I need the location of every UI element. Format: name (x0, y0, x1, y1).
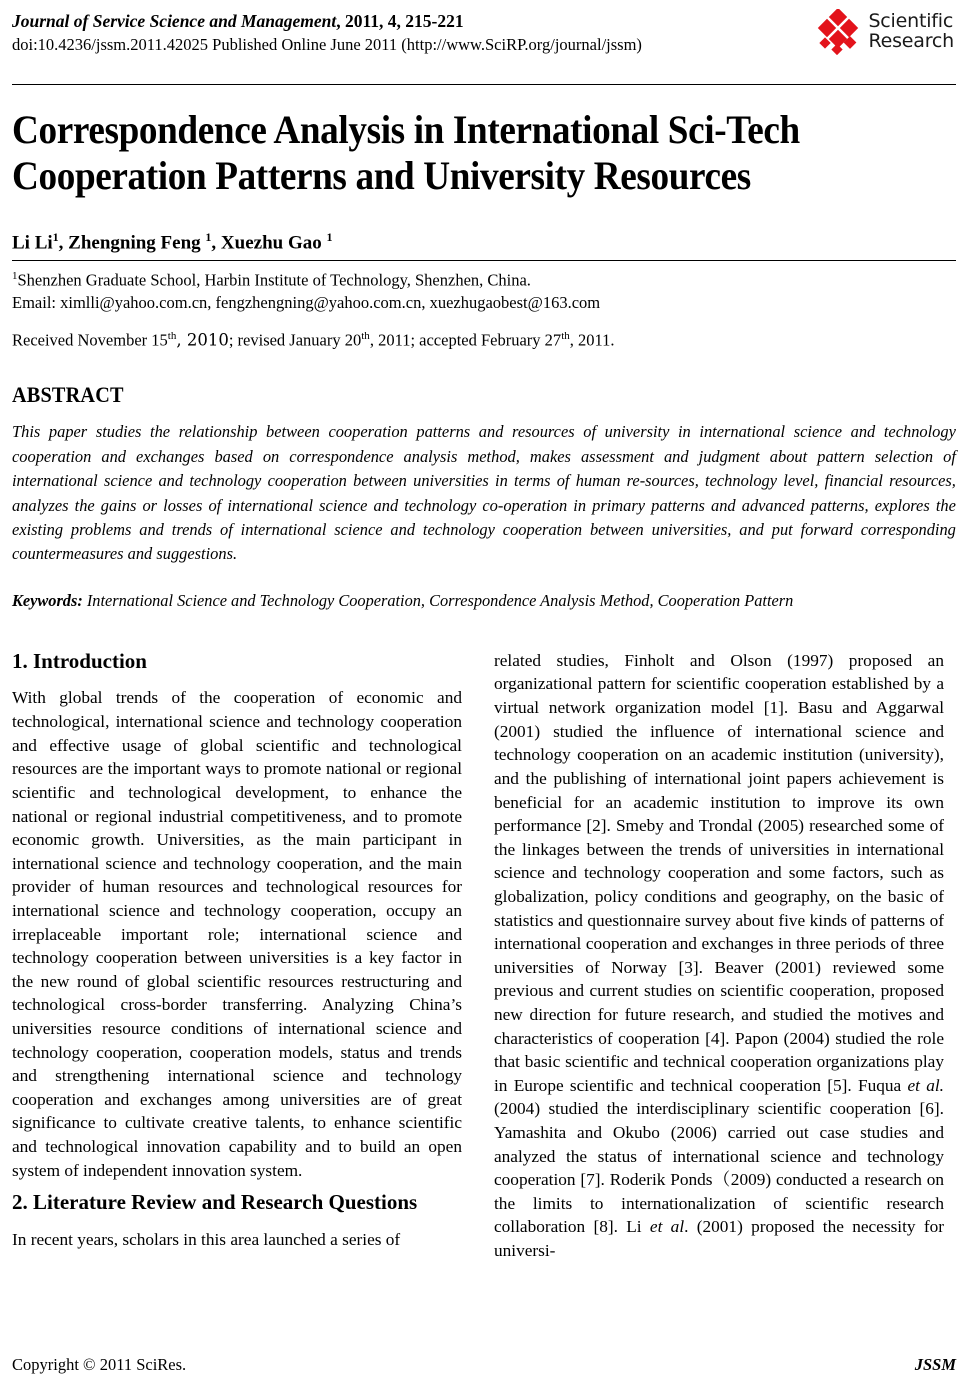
author-divider (12, 260, 956, 261)
masthead (12, 8, 956, 66)
paragraph-literature-intro: In recent years, scholars in this area launched a series of (12, 1229, 401, 1249)
page-title: Correspondence Analysis in International Sci-Tech Cooperation Patterns and University Resources (12, 107, 800, 199)
keywords-label: Keywords: (12, 590, 87, 610)
section-heading-introduction: 1. Introduction (12, 648, 147, 673)
affiliation-block (12, 269, 956, 314)
page-footer (12, 1355, 956, 1375)
masthead-text (12, 8, 642, 55)
paragraph-introduction: With global trends of the cooperation of economic and technological, international science and technology cooperation and effective usage of global scientific and technological resources are the important ways to promote national or regional scientific and technological development, to enhance the national or regional industrial competitiveness, and to promote economic growth. Universities, as the main participant in international science and technology cooperation, and the main provider of human resources and technological resources for international science and technology cooperation, occupy an irreplaceable important role; international science and technology cooperation between universities is a key factor in the new round of global scientific resources restructuring and technological cross-border transferring. Analyzing China’s universities resource conditions of international science and technology cooperation, cooperation models, status and trends and strengthening international science and technology cooperation and exchanges among universities are of great significance to cultivate creative talents, to enhance scientific and technological innovation capability and to build an open system of independent innovation system. (12, 688, 462, 1180)
accepted-label: ; accepted February 27 (410, 330, 562, 350)
column-right (494, 649, 944, 1263)
journal-issue: , 2011, 4, 215-221 (336, 11, 464, 31)
lit-text-part-c: . (2001) proposed the necessity for universi- (494, 1217, 944, 1261)
lit-text-part-a: related studies, Finholt and Olson (1997) proposed an organizational pattern for scientific cooperation established by a virtual network organization model [1]. Basu and Aggarwal (2001) studied the influence of international science and technology cooperation on an academic institution (university), and the publishing of international joint papers achievement is beneficial for an academic institution to improve its own performance [2]. Smeby and Trondal (2005) researched some of the linkages between the trends of universities in international science and technology cooperation and some factors, such as globalization, policy conditions and geography, on the basic of statistics and questionnaire survey about five kinds of patterns of international cooperation and exchanges in three periods of three universities of Norway [3]. Beaver (2001) reviewed some previous and current studies on scientific cooperation, proposed new direction for future research, and studied the motives and characteristics of cooperation [4]. Papon (2004) studied the role that basic scientific and technical cooperation organizations play in Europe scientific and technical cooperation [5]. Fuqua (494, 650, 944, 1095)
author-1-affil-marker: 1 (52, 229, 59, 244)
doi-line: doi:10.4236/jssm.2011.42025 Published Online June 2011 (http://www.SciRP.org/journal/jssm) (12, 34, 642, 54)
received-label: Received November 15 (12, 330, 168, 350)
revised-year: , 2011 (369, 330, 411, 350)
section-heading-literature-review: 2. Literature Review and Research Questions (12, 1190, 418, 1215)
logo-line-scientific: Scientific (868, 10, 954, 33)
lit-etal-1: et al. (907, 1075, 944, 1095)
revised-label: ; revised January 20 (228, 330, 362, 350)
paragraph-literature-continued (494, 649, 944, 1263)
author-sep-2: , (211, 232, 221, 254)
copyright-text: Copyright © 2011 SciRes. (12, 1355, 187, 1374)
received-ordinal: th (167, 329, 177, 342)
author-3-name: Xuezhu Gao (220, 232, 327, 254)
logo-line-research: Research (868, 30, 954, 52)
accepted-ordinal: th (561, 329, 570, 342)
received-year: , 2010 (176, 330, 229, 350)
lit-text-part-b: (2004) studied the interdisciplinary scientific cooperation [6]. Yamashita and Okubo (2006) carried out case studies and analyzed the status of international science and technology cooperation [7]. Roderik Ponds（2009) conducted a research on the limits to internationalization of scientific research collaboration [8]. Li (494, 1099, 944, 1237)
accepted-year: , 2011. (569, 330, 615, 350)
journal-name: Journal of Service Science and Management (12, 11, 337, 31)
author-sep-1: , (58, 232, 69, 254)
affiliation-line (12, 269, 956, 292)
abstract-heading: ABSTRACT (12, 382, 124, 408)
revised-ordinal: th (361, 329, 370, 342)
keywords-line (12, 591, 955, 611)
author-list (12, 230, 956, 254)
author-2-name: Zhengning Feng (68, 232, 206, 254)
scirp-logo (816, 8, 956, 55)
scirp-diamond-logo-icon (816, 9, 862, 55)
header-divider (12, 84, 956, 85)
body-columns (12, 649, 956, 1263)
author-2-affil-marker: 1 (205, 229, 212, 244)
lit-etal-2: et al (649, 1217, 685, 1237)
email-line: Email: ximlli@yahoo.com.cn, fengzhengning@yahoo.com.cn, xuezhugaobest@163.com (12, 292, 601, 312)
journal-abbreviation: JSSM (914, 1355, 956, 1374)
affiliation-text: Shenzhen Graduate School, Harbin Institute of Technology, Shenzhen, China. (17, 270, 531, 290)
author-1-name: Li Li (12, 232, 53, 254)
submission-history (12, 330, 956, 351)
column-left (12, 649, 462, 1263)
scirp-logo-text (868, 12, 954, 52)
keywords-value: International Science and Technology Cooperation, Correspondence Analysis Method, Cooperation Pattern (86, 590, 794, 610)
affiliation-marker: 1 (12, 270, 18, 283)
journal-citation-line (12, 10, 642, 33)
author-3-affil-marker: 1 (326, 229, 333, 244)
abstract-text: This paper studies the relationship between cooperation patterns and resources of university in international science and technology cooperation and exchanges based on correspondence analysis method, makes assessment and judgment about pattern selection of international science and technology cooperation between universities in terms of human re-sources, technology level, financial resources, analyzes the gains or losses of international science and technology co-operation in primary patterns and advanced patterns, explores the existing problems and trends of international science and technology cooperation between universities, and put forward corresponding countermeasures and suggestions. (12, 422, 956, 564)
